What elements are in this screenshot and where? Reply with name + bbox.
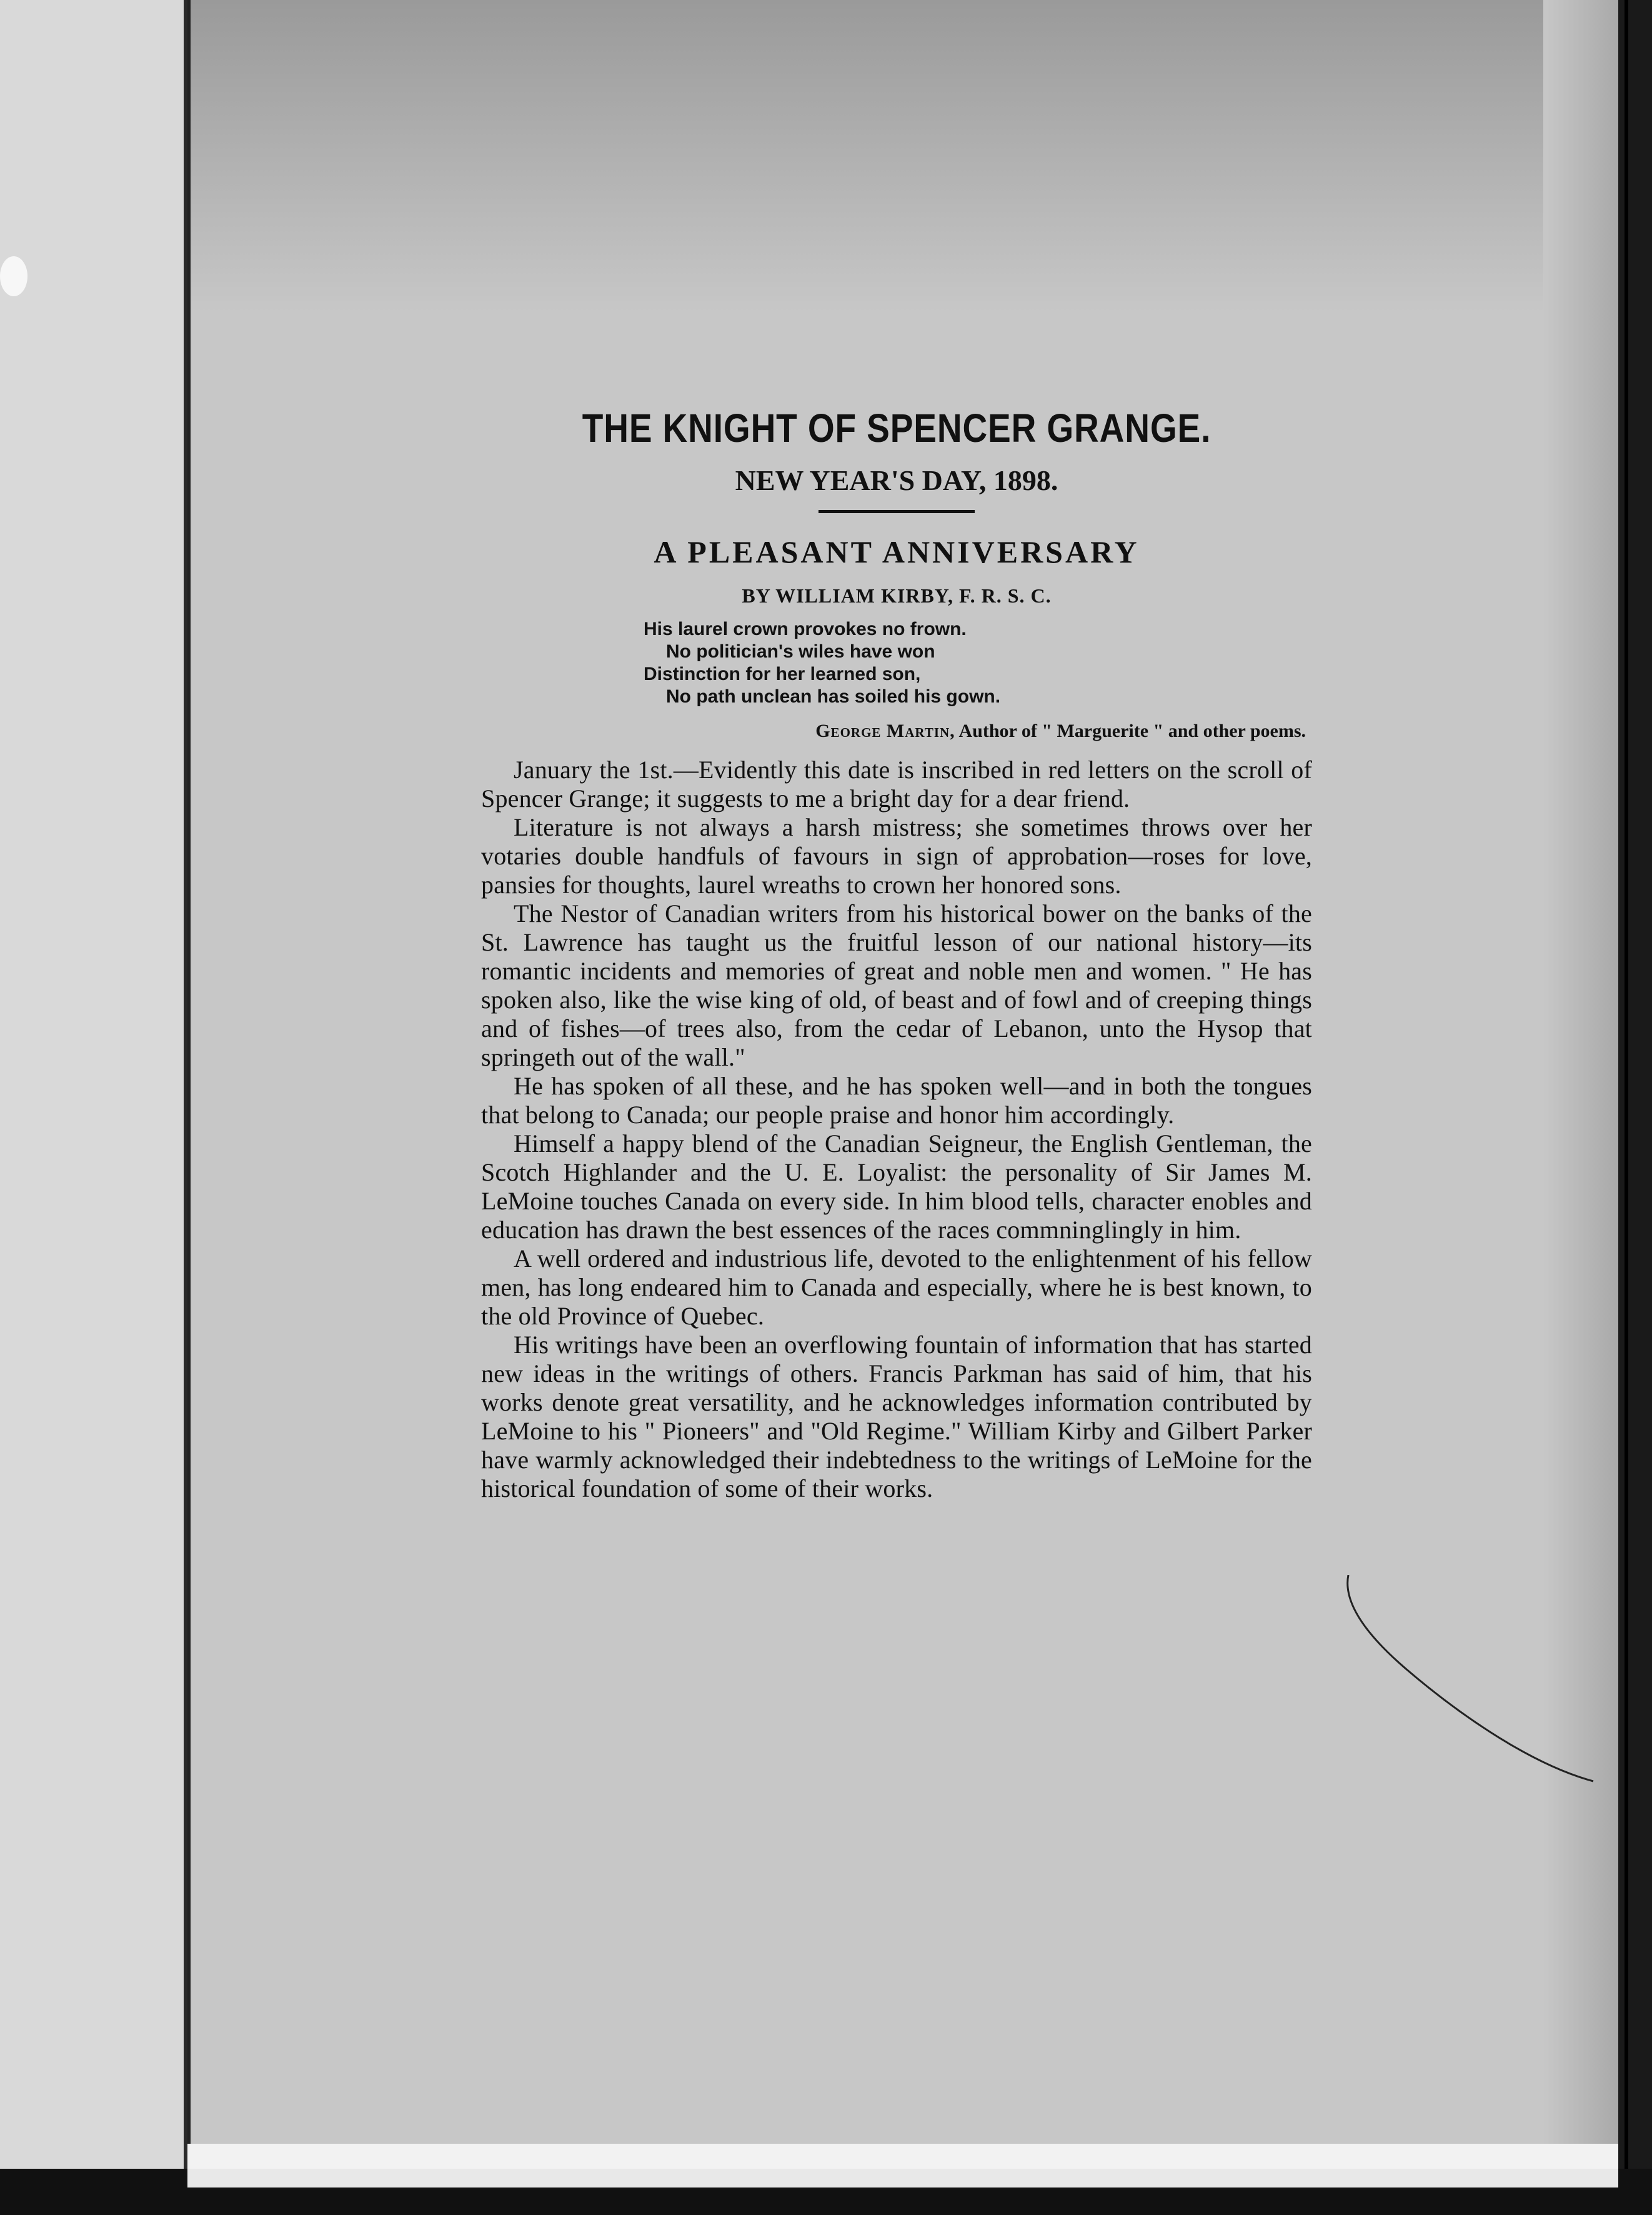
- article-title: THE KNIGHT OF SPENCER GRANGE.: [582, 406, 1212, 451]
- article-column: [481, 400, 1312, 1825]
- body-paragraph: Himself a happy blend of the Canadian Seigneur, the English Gentleman, the Scotch Highlander and the U. E. Loyalist: the personality of Sir James M. LeMoine touches Canada on every side. In him blood tells, character enobles and education has drawn the best essences of the races commninglingly in him.: [481, 1129, 1312, 1244]
- attribution-name: George Martin,: [815, 721, 955, 741]
- epigraph-verse: [644, 618, 1312, 708]
- verse-line: His laurel crown provokes no frown.: [644, 619, 967, 639]
- body-paragraph: He has spoken of all these, and he has spoken well—and in both the tongues that belong to Canada; our people praise and honor him accordingly.: [481, 1072, 1312, 1129]
- body-paragraph: The Nestor of Canadian writers from his historical bower on the banks of the St. Lawrence has taught us the fruitful lesson of our national history—its romantic incidents and memories of great and noble men and women. " He has spoken also, like the wise king of old, of beast and of fowl and of creeping things and of fishes—of trees also, from the cedar of Lebanon, unto the Hysop that springeth out of the wall.": [481, 899, 1312, 1071]
- article-body: [481, 756, 1312, 1503]
- author-byline: BY WILLIAM KIRBY, F. R. S. C.: [742, 584, 1052, 607]
- attribution-detail: Author of " Marguerite " and other poems.: [955, 721, 1306, 741]
- paper-fold-line: [1337, 1575, 1600, 1838]
- epigraph-attribution: [481, 717, 1312, 746]
- verse-line: No path unclean has soiled his gown.: [666, 686, 1001, 707]
- body-paragraph: His writings have been an overflowing fountain of information that has started new ideas in the writings of others. Francis Parkman has said of him, that his works denote great versatility, and he acknowledges information contributed by LeMoine to his " Pioneers" and "Old Regime." William Kirby and Gilbert Parker have warmly acknowledged their indebtedness to the writings of LeMoine for the historical foundation of some of their works.: [481, 1331, 1312, 1502]
- verse-line: Distinction for her learned son,: [644, 664, 921, 684]
- article-date: NEW YEAR'S DAY, 1898.: [735, 464, 1058, 496]
- bottom-page-edge: [0, 2169, 1652, 2215]
- body-paragraph: A well ordered and industrious life, devoted to the enlightenment of his fellow men, has long endeared him to Canada and especially, where he is best known, to the old Province of Quebec.: [481, 1244, 1312, 1330]
- paper-blot: [0, 256, 27, 296]
- body-paragraph: Literature is not always a harsh mistress; she sometimes throws over her votaries double handfuls of favours in sign of approbation—roses for love, pansies for thoughts, laurel wreaths to crown her honored sons.: [481, 813, 1312, 899]
- right-page-edge: [1618, 0, 1652, 2215]
- page-left-border: [187, 0, 191, 2144]
- verse-line: No politician's wiles have won: [666, 641, 935, 662]
- title-divider: [819, 510, 975, 513]
- article-subtitle: A PLEASANT ANNIVERSARY: [654, 534, 1140, 569]
- body-paragraph: January the 1st.—Evidently this date is inscribed in red letters on the scroll of Spencer Grange; it suggests to me a bright day for a dear friend.: [481, 756, 1312, 812]
- left-blank-sheet: [0, 0, 187, 2215]
